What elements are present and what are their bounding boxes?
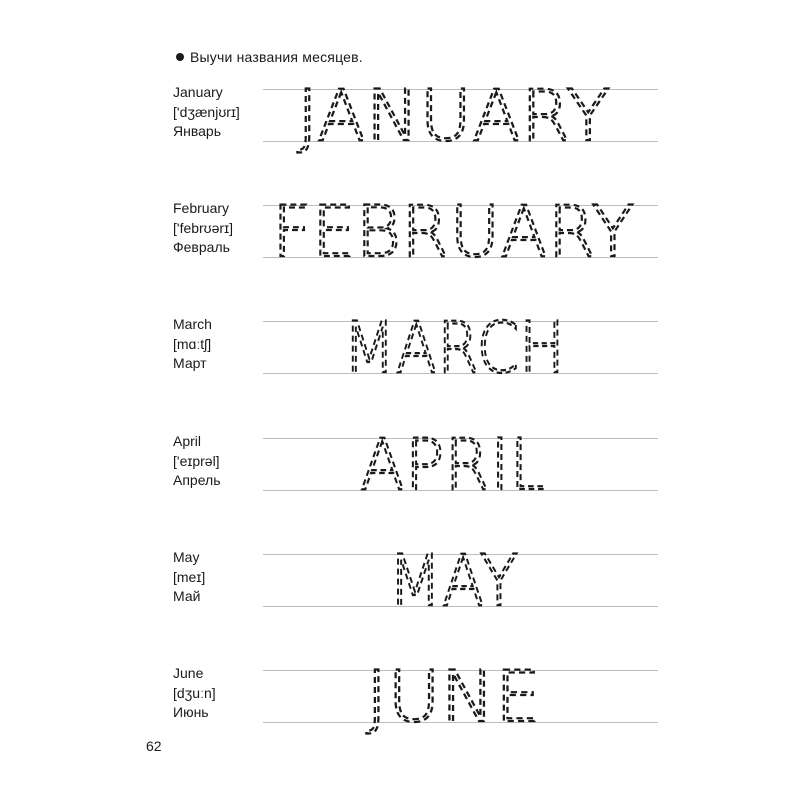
page-number: 62	[146, 738, 162, 754]
month-row-january	[0, 75, 800, 157]
month-russian: Июнь	[173, 704, 209, 720]
month-russian: Май	[173, 588, 201, 604]
month-transcription: [mɑːtʃ]	[173, 335, 212, 352]
trace-word	[0, 75, 800, 157]
month-english: June	[173, 665, 204, 681]
instruction	[176, 49, 363, 65]
month-english: March	[173, 316, 212, 332]
instruction-text: Выучи названия месяцев.	[190, 49, 363, 65]
month-transcription: [meɪ]	[173, 568, 206, 585]
month-english: January	[173, 84, 223, 100]
month-transcription: ['febrʊərɪ]	[173, 219, 233, 236]
bullet-icon	[176, 53, 184, 61]
trace-letters: MAY	[388, 540, 518, 622]
trace-word	[0, 656, 800, 738]
month-row-may	[0, 540, 800, 622]
month-row-february	[0, 191, 800, 273]
month-russian: Март	[173, 355, 207, 371]
month-russian: Январь	[173, 123, 221, 139]
month-english: April	[173, 433, 202, 449]
month-transcription: ['eɪprəl]	[173, 452, 220, 469]
trace-letters: JUNE	[366, 656, 541, 738]
trace-letters: APRIL	[360, 424, 546, 506]
trace-letters: MARCH	[343, 307, 565, 389]
month-russian: Февраль	[173, 239, 230, 255]
month-row-june	[0, 656, 800, 738]
month-english: February	[173, 200, 230, 216]
month-transcription: ['dʒænjʊrɪ]	[173, 103, 240, 120]
month-row-march	[0, 307, 800, 389]
trace-letters: FEBRUARY	[272, 191, 634, 273]
month-russian: Апрель	[173, 472, 221, 488]
trace-word	[0, 307, 800, 389]
month-english: May	[173, 549, 200, 565]
trace-letters: JANUARY	[297, 75, 610, 157]
month-transcription: [dʒuːn]	[173, 684, 216, 701]
trace-word	[0, 424, 800, 506]
trace-word	[0, 540, 800, 622]
trace-word	[0, 191, 800, 273]
month-row-april	[0, 424, 800, 506]
